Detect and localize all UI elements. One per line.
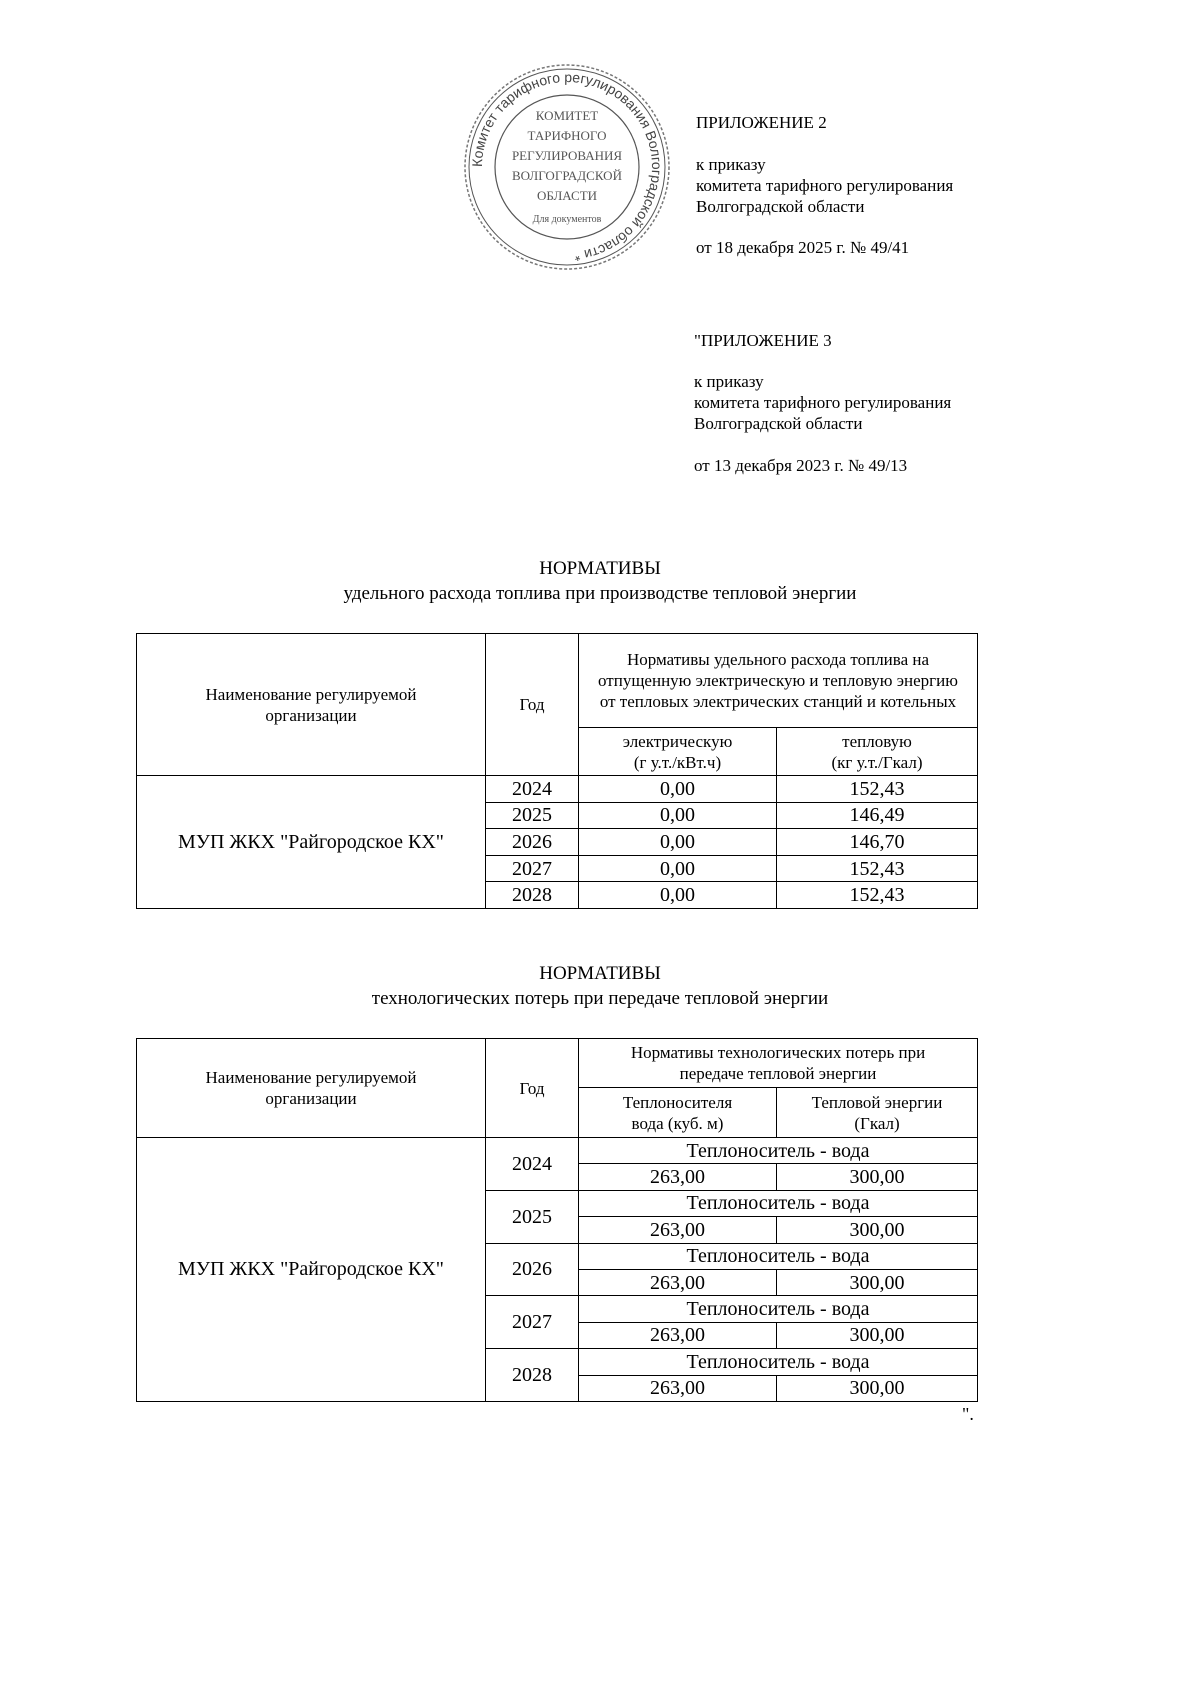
year-cell: 2025 xyxy=(486,1190,579,1243)
heat-cell: 300,00 xyxy=(777,1217,978,1243)
heat-cell: 152,43 xyxy=(777,776,978,803)
section1-subtitle: удельного расхода топлива при производстве тепловой энергии xyxy=(343,583,857,604)
year-cell: 2027 xyxy=(486,855,579,882)
header-year: Год xyxy=(486,634,579,776)
heat-cell: 152,43 xyxy=(777,855,978,882)
svg-text:ВОЛГОГРАДСКОЙ: ВОЛГОГРАДСКОЙ xyxy=(512,168,622,183)
year-cell: 2028 xyxy=(486,882,579,909)
svg-text:ОБЛАСТИ: ОБЛАСТИ xyxy=(536,188,598,203)
header-org: Наименование регулируемой организации xyxy=(137,1039,486,1138)
water-cell: 263,00 xyxy=(579,1375,777,1401)
carrier-cell: Теплоноситель - вода xyxy=(579,1190,978,1216)
electric-cell: 0,00 xyxy=(579,855,777,882)
region-line: Волгоградской области xyxy=(696,197,865,216)
year-cell: 2027 xyxy=(486,1296,579,1349)
electric-cell: 0,00 xyxy=(579,829,777,856)
water-cell: 263,00 xyxy=(579,1269,777,1295)
section1-title: НОРМАТИВЫ xyxy=(539,558,661,579)
order-ref-line: к приказу xyxy=(696,155,766,174)
order-date: от 13 декабря 2023 г. № 49/13 xyxy=(694,456,908,475)
svg-text:КОМИТЕТ: КОМИТЕТ xyxy=(535,108,599,123)
electric-cell: 0,00 xyxy=(579,776,777,803)
water-cell: 263,00 xyxy=(579,1217,777,1243)
section2-subtitle: технологических потерь при передаче тепловой энергии xyxy=(371,988,829,1009)
header-water: Теплоносителя вода (куб. м) xyxy=(579,1088,777,1138)
region-line: Волгоградской области xyxy=(694,414,863,433)
heat-cell: 152,43 xyxy=(777,882,978,909)
heat-cell: 300,00 xyxy=(777,1164,978,1190)
svg-text:Комитет тарифного регулировани: Комитет тарифного регулирования Волгоградской области * xyxy=(468,68,666,265)
year-cell: 2026 xyxy=(486,829,579,856)
fuel-consumption-table xyxy=(136,633,978,909)
header-electric: электрическую (г у.т./кВт.ч) xyxy=(579,728,777,776)
order-ref-line: к приказу xyxy=(694,372,764,391)
year-cell: 2026 xyxy=(486,1243,579,1296)
year-cell: 2024 xyxy=(486,1138,579,1191)
section2-title: НОРМАТИВЫ xyxy=(539,963,661,984)
org-name: МУП ЖКХ "Райгородское КХ" xyxy=(137,776,486,909)
order-date: от 18 декабря 2025 г. № 49/41 xyxy=(696,238,910,257)
carrier-cell: Теплоноситель - вода xyxy=(579,1296,978,1322)
electric-cell: 0,00 xyxy=(579,882,777,909)
header-heat: тепловую (кг у.т./Гкал) xyxy=(777,728,978,776)
header-heat: Тепловой энергии (Гкал) xyxy=(777,1088,978,1138)
heat-cell: 300,00 xyxy=(777,1269,978,1295)
year-cell: 2024 xyxy=(486,776,579,803)
header-group: Нормативы технологических потерь при передаче тепловой энергии xyxy=(579,1039,978,1088)
appendix-title: ПРИЛОЖЕНИЕ 2 xyxy=(696,113,827,132)
svg-text:РЕГУЛИРОВАНИЯ: РЕГУЛИРОВАНИЯ xyxy=(511,148,623,163)
svg-text:ТАРИФНОГО: ТАРИФНОГО xyxy=(527,128,607,143)
carrier-cell: Теплоноситель - вода xyxy=(579,1243,978,1269)
carrier-cell: Теплоноситель - вода xyxy=(579,1138,978,1164)
appendix-title: "ПРИЛОЖЕНИЕ 3 xyxy=(694,331,832,350)
appendix-3-header xyxy=(694,330,951,476)
water-cell: 263,00 xyxy=(579,1164,777,1190)
header-group: Нормативы удельного расхода топлива на отпущенную электрическую и тепловую энергию от тепловых электрических станций и котельных xyxy=(579,634,978,728)
header-year: Год xyxy=(486,1039,579,1138)
header-org: Наименование регулируемой организации xyxy=(137,634,486,776)
heat-cell: 300,00 xyxy=(777,1322,978,1348)
svg-text:Для документов: Для документов xyxy=(532,214,602,225)
year-cell: 2028 xyxy=(486,1349,579,1402)
appendix-2-header xyxy=(696,112,953,258)
table-row xyxy=(137,1138,978,1164)
heat-cell: 300,00 xyxy=(777,1375,978,1401)
heat-cell: 146,49 xyxy=(777,802,978,829)
committee-line: комитета тарифного регулирования xyxy=(696,176,954,195)
year-cell: 2025 xyxy=(486,802,579,829)
org-name: МУП ЖКХ "Райгородское КХ" xyxy=(137,1138,486,1402)
official-seal-stamp xyxy=(462,62,672,272)
committee-line: комитета тарифного регулирования xyxy=(694,393,952,412)
table-row xyxy=(137,776,978,803)
heat-cell: 146,70 xyxy=(777,829,978,856)
water-cell: 263,00 xyxy=(579,1322,777,1348)
closing-quote: ". xyxy=(962,1404,974,1424)
heat-losses-table xyxy=(136,1038,978,1402)
electric-cell: 0,00 xyxy=(579,802,777,829)
carrier-cell: Теплоноситель - вода xyxy=(579,1349,978,1375)
